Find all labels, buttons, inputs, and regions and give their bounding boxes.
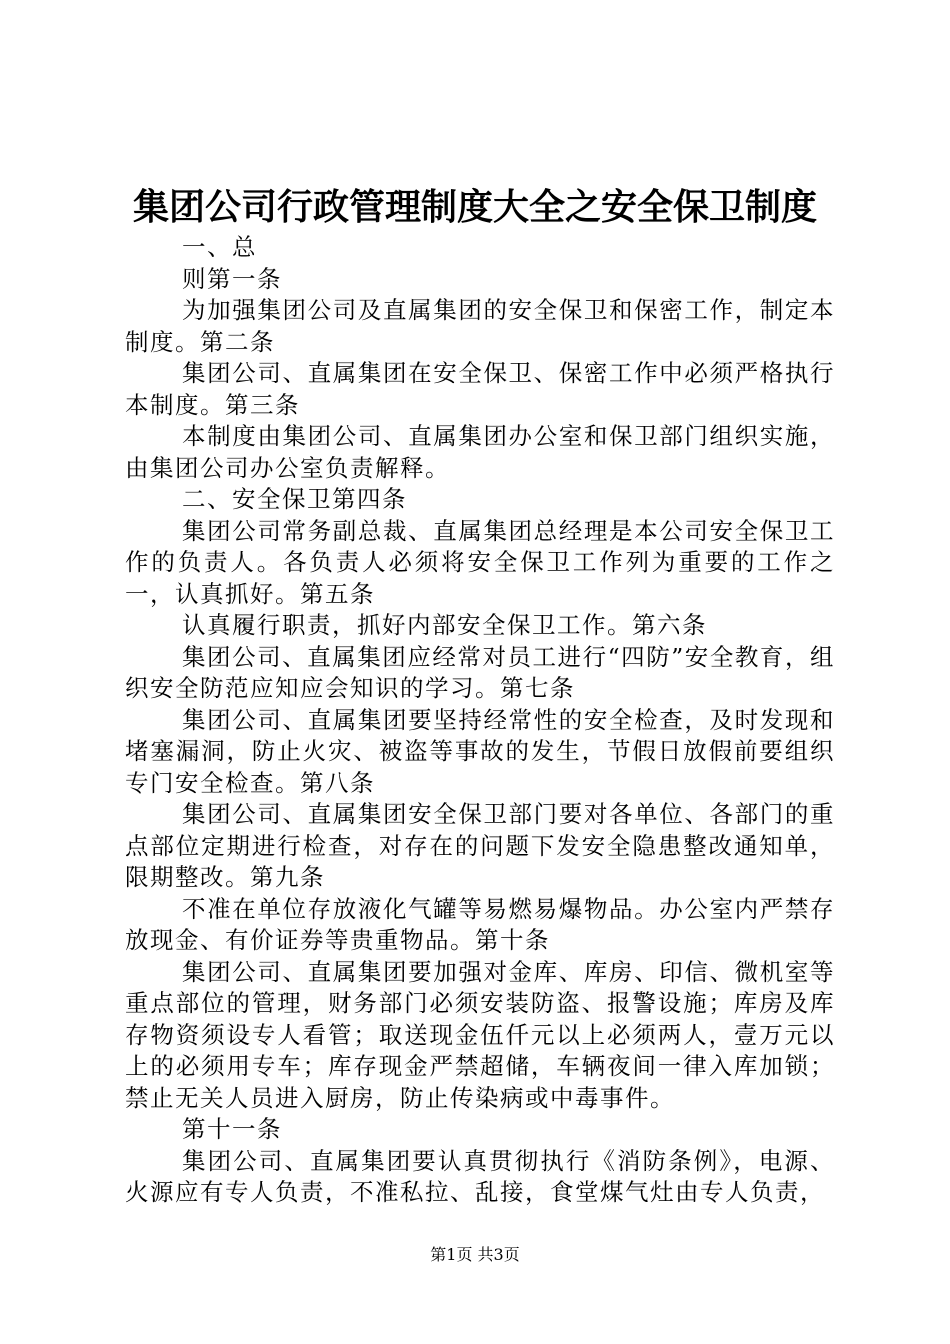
paragraph: 为加强集团公司及直属集团的安全保卫和保密工作，制定本制度。第二条 [125,296,835,356]
paragraph: 则第一条 [182,264,282,293]
paragraph: 第十一条 [182,1115,282,1143]
paragraph: 集团公司、直属集团在安全保卫、保密工作中必须严格执行本制度。第三条 [125,359,835,419]
paragraph: 集团公司、直属集团安全保卫部门要对各单位、各部门的重点部位定期进行检查，对存在的问题下发安全隐患整改通知单，限期整改。第九条 [125,800,835,891]
paragraph: 集团公司、直属集团要认真贯彻执行《消防条例》，电源、火源应有专人负责，不准私拉、乱接，食堂煤气灶由专人负责， [125,1146,835,1206]
paragraph: 不准在单位存放液化气罐等易燃易爆物品。办公室内严禁存放现金、有价证券等贵重物品。第十条 [125,894,835,954]
paragraph: 集团公司、直属集团要坚持经常性的安全检查，及时发现和堵塞漏洞，防止火灾、被盗等事故的发生，节假日放假前要组织专门安全检查。第八条 [125,705,835,797]
paragraph: 集团公司、直属集团应经常对员工进行“四防”安全教育，组织安全防范应知应会知识的学习。第七条 [125,642,835,702]
paragraph: 一、总 [182,233,257,261]
document-title: 集团公司行政管理制度大全之安全保卫制度 [132,187,817,228]
document-body [125,232,835,1209]
paragraph: 认真履行职责，抓好内部安全保卫工作。第六条 [182,611,707,639]
paragraph: 集团公司、直属集团要加强对金库、库房、印信、微机室等重点部位的管理，财务部门必须安装防盗、报警设施；库房及库存物资须设专人看管；取送现金伍仟元以上必须两人，壹万元以上的必须用专车；库存现金严禁超储，车辆夜间一律入库加锁；禁止无关人员进入厨房，防止传染病或中毒事件。 [125,957,835,1112]
paragraph: 本制度由集团公司、直属集团办公室和保卫部门组织实施，由集团公司办公室负责解释。 [125,422,835,482]
paragraph: 二、安全保卫第四条 [182,485,407,513]
page-number-footer: 第1页 共3页 [430,1245,520,1264]
paragraph: 集团公司常务副总裁、直属集团总经理是本公司安全保卫工作的负责人。各负责人必须将安全保卫工作列为重要的工作之一，认真抓好。第五条 [125,516,835,608]
